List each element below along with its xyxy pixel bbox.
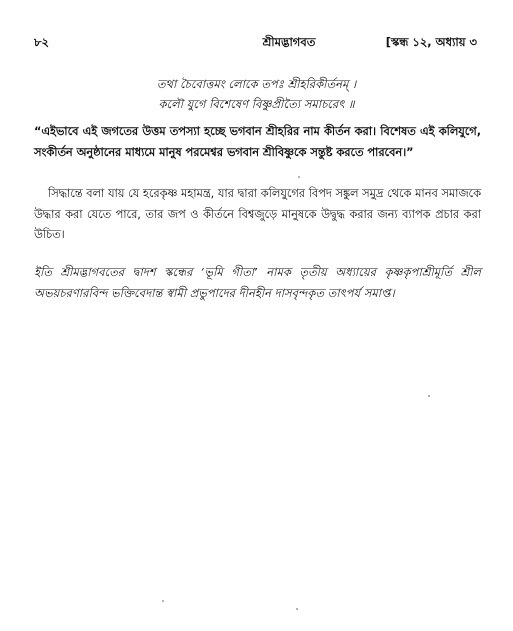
section-reference: [স্কন্ধ ১২, অধ্যায় ৩: [385, 35, 477, 49]
chapter-colophon: ইতি শ্রীমদ্ভাগবতের দ্বাদশ স্কন্ধের ‘ভূমি গীতা’ নামক তৃতীয় অধ্যায়ের কৃষ্ণকৃপাশ্রীমূর্তি শ্রীল অভয়চরণারবিন্দ ভক্তিবেদান্ত স্বামী প্রভুপাদের দীনহীন দাসবৃন্দকৃত তাৎপর্য সমাপ্ত।: [34, 265, 481, 300]
scan-speck: [296, 608, 298, 610]
scan-speck: [298, 176, 300, 178]
scan-speck: [162, 600, 164, 602]
verse-line-2: কলৌ যুগে বিশেষেণ বিষ্ণুপ্রীত্যৈ সমাচরেৎ ॥: [158, 97, 355, 111]
page-number: ৮২: [34, 35, 49, 49]
scan-speck: [428, 395, 430, 397]
purport-paragraph-1: “এইভাবে এই জগতের উত্তম তপস্যা হচ্ছে ভগবান শ্রীহরির নাম কীর্তন করা। বিশেষত এই কলিযুগে, সংকীর্তন অনুষ্ঠানের মাধ্যমে মানুষ পরমেশ্বর ভগবান শ্রীবিষ্ণুকে সন্তুষ্ট করতে পারবেন।”: [34, 125, 481, 159]
verse-line-1: তথা চৈবোত্তমং লোকে তপঃ শ্রীহরিকীর্তনম্ ।: [156, 77, 357, 91]
purport-paragraph-2: সিদ্ধান্তে বলা যায় যে হরেকৃষ্ণ মহামন্ত্র, যার দ্বারা কলিযুগের বিপদ সঙ্কুল সমুদ্র থেকে মানব সমাজকে উদ্ধার করা যেতে পারে, তার জপ ও কীর্তনে বিশ্বজুড়ে মানুষকে উদ্বুদ্ধ করার জন্য ব্যাপক প্রচার করা উচিত।: [34, 187, 481, 241]
book-title: শ্রীমদ্ভাগবত: [262, 35, 316, 49]
running-header: [34, 34, 479, 52]
sanskrit-verse: [34, 74, 479, 114]
